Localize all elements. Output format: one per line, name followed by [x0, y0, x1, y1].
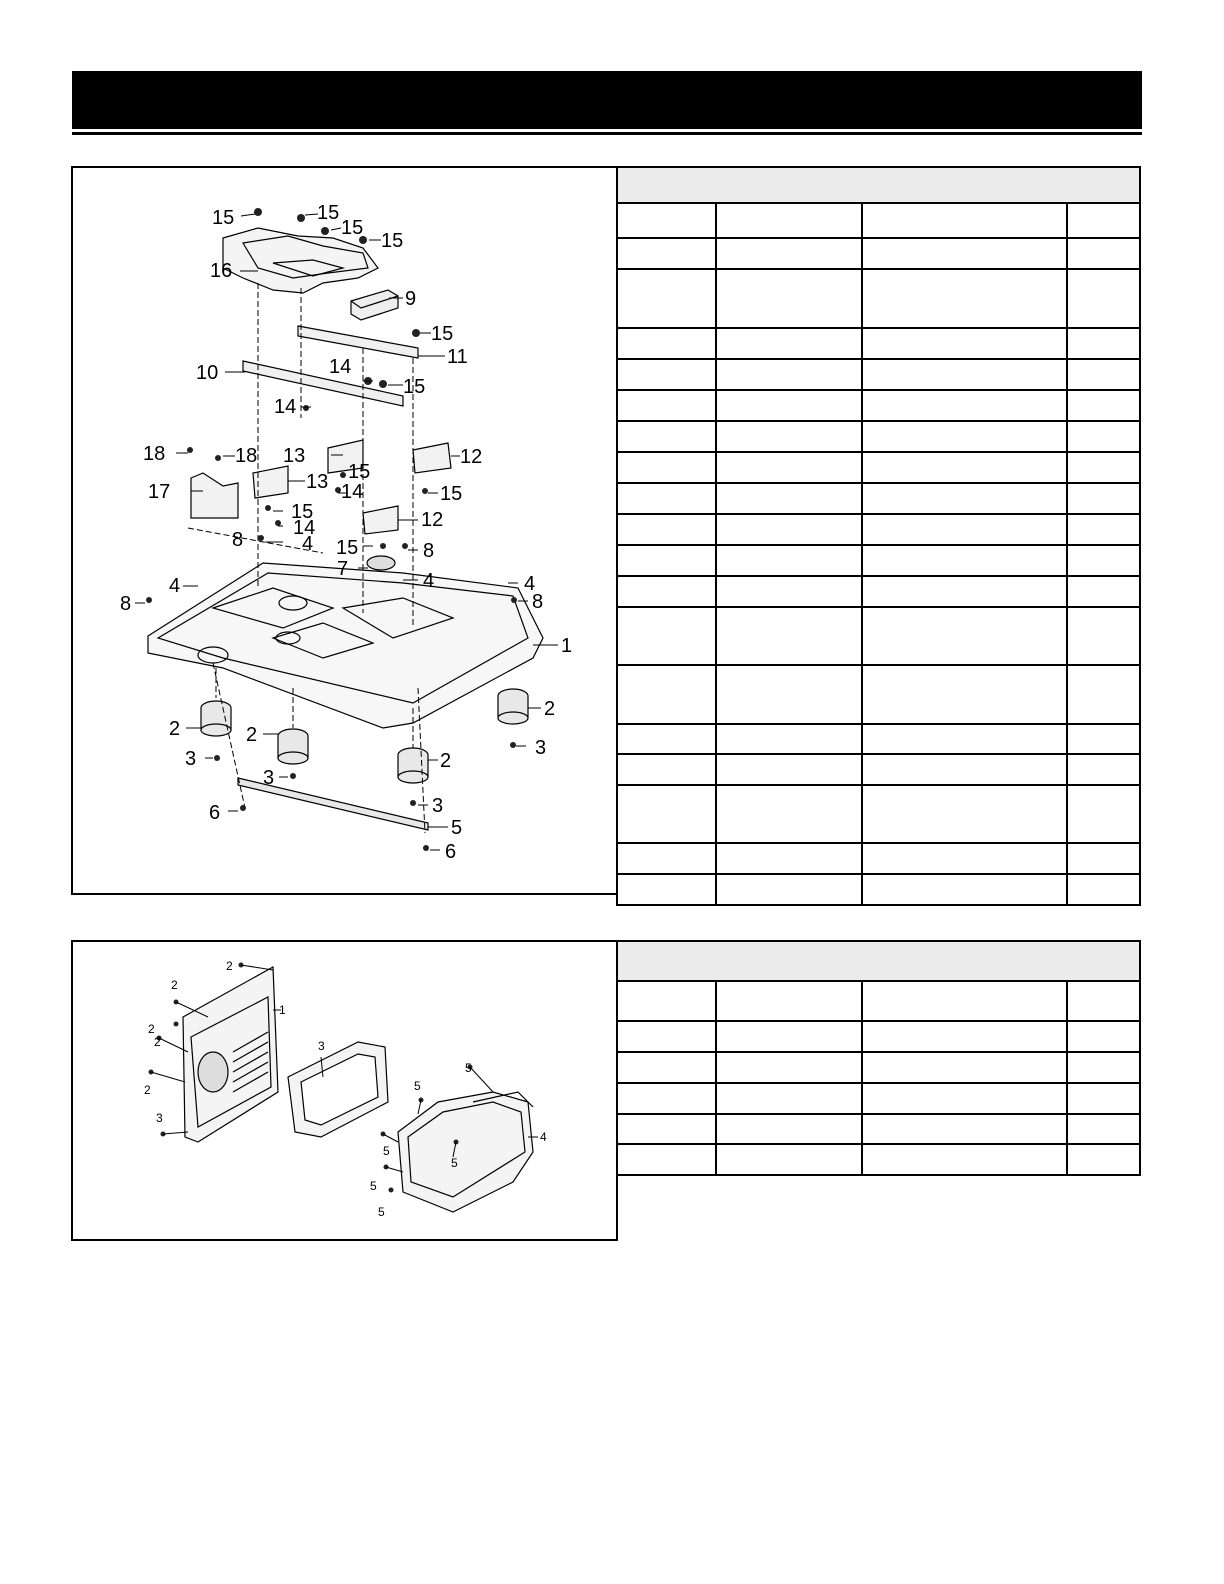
callout-6: 6	[209, 802, 221, 824]
table-row	[617, 785, 1140, 843]
callout-5: 5	[370, 1179, 377, 1193]
table-row	[617, 421, 1140, 452]
header-ref	[617, 203, 716, 238]
header-description	[862, 981, 1067, 1021]
callout-2: 2	[246, 724, 258, 746]
table-row	[617, 1021, 1140, 1052]
callout-1: 1	[561, 635, 573, 657]
callout-15: 15	[403, 376, 426, 398]
table-row	[617, 843, 1140, 874]
header-description	[862, 203, 1067, 238]
panel-exploded-view	[73, 942, 618, 1241]
table-row	[617, 1114, 1140, 1144]
callout-3: 3	[432, 795, 444, 817]
table-row	[617, 1052, 1140, 1083]
callout-9: 9	[405, 288, 417, 310]
callout-4: 4	[302, 533, 314, 555]
header-part-number	[716, 203, 862, 238]
table-title	[617, 941, 1140, 981]
callout-5: 5	[451, 817, 463, 839]
callout-2: 2	[148, 1022, 155, 1036]
callout-13: 13	[306, 471, 329, 493]
callout-5: 5	[451, 1156, 458, 1170]
callout-17: 17	[148, 481, 171, 503]
callout-14: 14	[293, 517, 316, 539]
table-row	[617, 607, 1140, 665]
callout-15: 15	[212, 207, 235, 229]
callout-2: 2	[440, 750, 452, 772]
header-qty	[1067, 203, 1140, 238]
table-row	[617, 238, 1140, 269]
callout-2: 2	[154, 1035, 161, 1049]
callout-15: 15	[348, 461, 371, 483]
table-row	[617, 665, 1140, 724]
callout-5: 5	[465, 1061, 472, 1075]
callout-4: 4	[423, 570, 435, 592]
callout-15: 15	[341, 217, 364, 239]
callout-8: 8	[423, 540, 435, 562]
callout-13: 13	[283, 445, 306, 467]
table-row	[617, 754, 1140, 785]
callout-12: 12	[460, 446, 483, 468]
callout-14: 14	[341, 481, 364, 503]
callout-2: 2	[171, 978, 178, 992]
callout-4: 4	[524, 573, 536, 595]
header-part-number	[716, 981, 862, 1021]
callout-8: 8	[232, 529, 244, 551]
page-header-rule	[72, 132, 1142, 135]
callout-2: 2	[226, 959, 233, 973]
callout-4: 4	[169, 575, 181, 597]
callout-15: 15	[336, 537, 359, 559]
callout-2: 2	[144, 1083, 151, 1097]
header-ref	[617, 981, 716, 1021]
table-row	[617, 545, 1140, 576]
callout-16: 16	[210, 260, 233, 282]
table-row	[617, 390, 1140, 421]
callout-15: 15	[431, 323, 454, 345]
parts-list-table-2	[616, 940, 1141, 1176]
callout-8: 8	[532, 591, 544, 613]
callout-7: 7	[337, 558, 349, 580]
panel-assembly-diagram	[71, 940, 618, 1241]
callout-2: 2	[544, 698, 556, 720]
table-row	[617, 483, 1140, 514]
callout-1: 1	[279, 1003, 286, 1017]
table-row	[617, 874, 1140, 905]
table-row	[617, 576, 1140, 607]
callout-11: 11	[447, 346, 468, 368]
table-title	[617, 167, 1140, 203]
callout-2: 2	[169, 718, 181, 740]
callout-14: 14	[329, 356, 352, 378]
callout-5: 5	[414, 1079, 421, 1093]
parts-list-table-1	[616, 166, 1141, 906]
callout-3: 3	[263, 767, 275, 789]
callout-8: 8	[120, 593, 132, 615]
callout-18: 18	[235, 445, 258, 467]
header-qty	[1067, 981, 1140, 1021]
callout-5: 5	[383, 1144, 390, 1158]
callout-3: 3	[318, 1039, 325, 1053]
callout-3: 3	[185, 748, 197, 770]
callout-12: 12	[421, 509, 444, 531]
callout-3: 3	[156, 1111, 163, 1125]
callout-15: 15	[440, 483, 463, 505]
callout-14: 14	[274, 396, 297, 418]
callout-5: 5	[378, 1205, 385, 1219]
callout-18: 18	[143, 443, 166, 465]
callout-4: 4	[540, 1130, 547, 1144]
callout-10: 10	[196, 362, 219, 384]
callout-15: 15	[381, 230, 404, 252]
callout-3: 3	[535, 737, 547, 759]
table-row	[617, 1144, 1140, 1175]
callout-6: 6	[445, 841, 457, 863]
page-header-bar	[72, 71, 1142, 129]
table-row	[617, 269, 1140, 328]
callout-15: 15	[291, 501, 314, 523]
table-row	[617, 514, 1140, 545]
frame-exploded-view	[73, 168, 618, 895]
table-row	[617, 724, 1140, 754]
table-row	[617, 328, 1140, 359]
table-row	[617, 452, 1140, 483]
table-row	[617, 1083, 1140, 1114]
table-row	[617, 359, 1140, 390]
callout-15: 15	[317, 202, 340, 224]
frame-assembly-diagram	[71, 166, 618, 895]
